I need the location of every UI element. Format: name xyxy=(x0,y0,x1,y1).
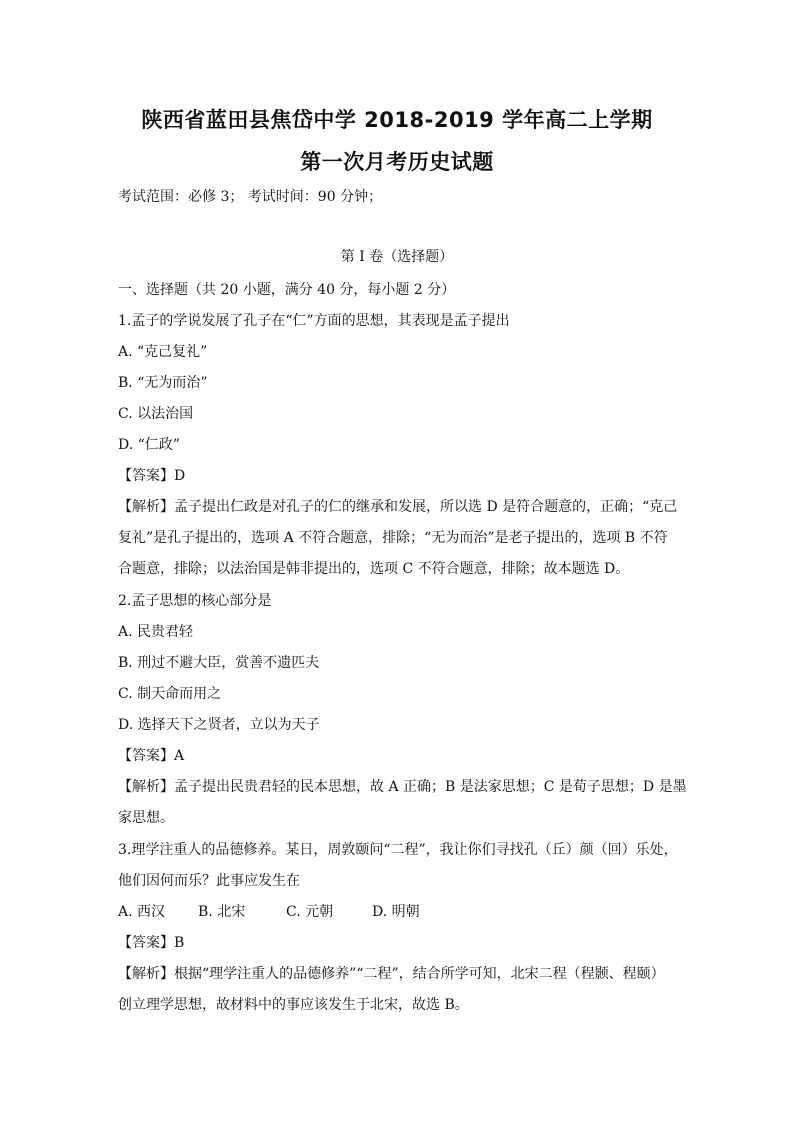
q1-option-c: C. 以法治国 xyxy=(118,406,194,422)
q1-analysis-line: 复礼”是孔子提出的，选项 A 不符合题意，排除；“无为而治”是老子提出的，选项 B 不符 xyxy=(118,530,668,546)
q3-option-a: A. 西汉 xyxy=(118,904,166,920)
q3-option-d: D. 明朝 xyxy=(372,904,420,920)
q3-analysis-line: 【解析】根据“理学注重人的品德修养”“二程”，结合所学可知，北宋二程（程颢、程颐） xyxy=(118,966,665,982)
q3-analysis-line: 创立理学思想，故材料中的事应该发生于北宋，故选 B。 xyxy=(118,997,469,1013)
title-line-2: 第一次月考历史试题 xyxy=(300,150,494,174)
q1-option-d: D. “仁政” xyxy=(118,437,180,453)
q3-stem-line: 他们因何而乐？此事应发生在 xyxy=(118,873,300,889)
q1-option-b: B. “无为而治” xyxy=(118,375,208,391)
q1-answer: 【答案】D xyxy=(118,468,186,484)
q1-stem: 1.孟子的学说发展了孔子在“仁”方面的思想，其表现是孟子提出 xyxy=(118,313,510,329)
q1-analysis-line: 【解析】孟子提出仁政是对孔子的仁的继承和发展，所以选 D 是符合题意的，正确；“克己 xyxy=(118,499,678,515)
volume-heading: 第 I 卷（选择题） xyxy=(340,249,454,265)
q3-option-b: B. 北宋 xyxy=(198,904,246,920)
q1-analysis-line: 合题意，排除；以法治国是韩非提出的，选项 C 不符合题意，排除；故本题选 D。 xyxy=(118,561,630,577)
q3-answer: 【答案】B xyxy=(118,935,185,951)
q3-stem-line: 3.理学注重人的品德修养。某日，周敦颐问“二程”，我让你们寻找孔（丘）颜（回）乐处， xyxy=(118,842,678,858)
q2-analysis-line: 【解析】孟子提出民贵君轻的民本思想，故 A 正确；B 是法家思想；C 是荀子思想；D 是墨 xyxy=(118,779,687,795)
title-line-1: 陕西省蓝田县焦岱中学 2018-2019 学年高二上学期 xyxy=(141,108,653,132)
q2-option-a: A. 民贵君轻 xyxy=(118,624,194,640)
section-instructions: 一、选择题（共 20 小题，满分 40 分，每小题 2 分） xyxy=(118,282,456,298)
exam-info: 考试范围：必修 3； 考试时间：90 分钟； xyxy=(118,189,383,205)
q2-stem: 2.孟子思想的核心部分是 xyxy=(118,593,272,609)
q2-answer: 【答案】A xyxy=(118,748,185,764)
q3-options xyxy=(118,902,678,922)
q2-analysis-line: 家思想。 xyxy=(118,810,174,826)
q2-option-b: B. 刑过不避大臣，赏善不遗匹夫 xyxy=(118,655,320,671)
q3-option-c: C. 元朝 xyxy=(286,904,334,920)
q1-option-a: A. “克己复礼” xyxy=(118,344,208,360)
q2-option-c: C. 制天命而用之 xyxy=(118,686,222,702)
q2-option-d: D. 选择天下之贤者，立以为天子 xyxy=(118,717,320,733)
